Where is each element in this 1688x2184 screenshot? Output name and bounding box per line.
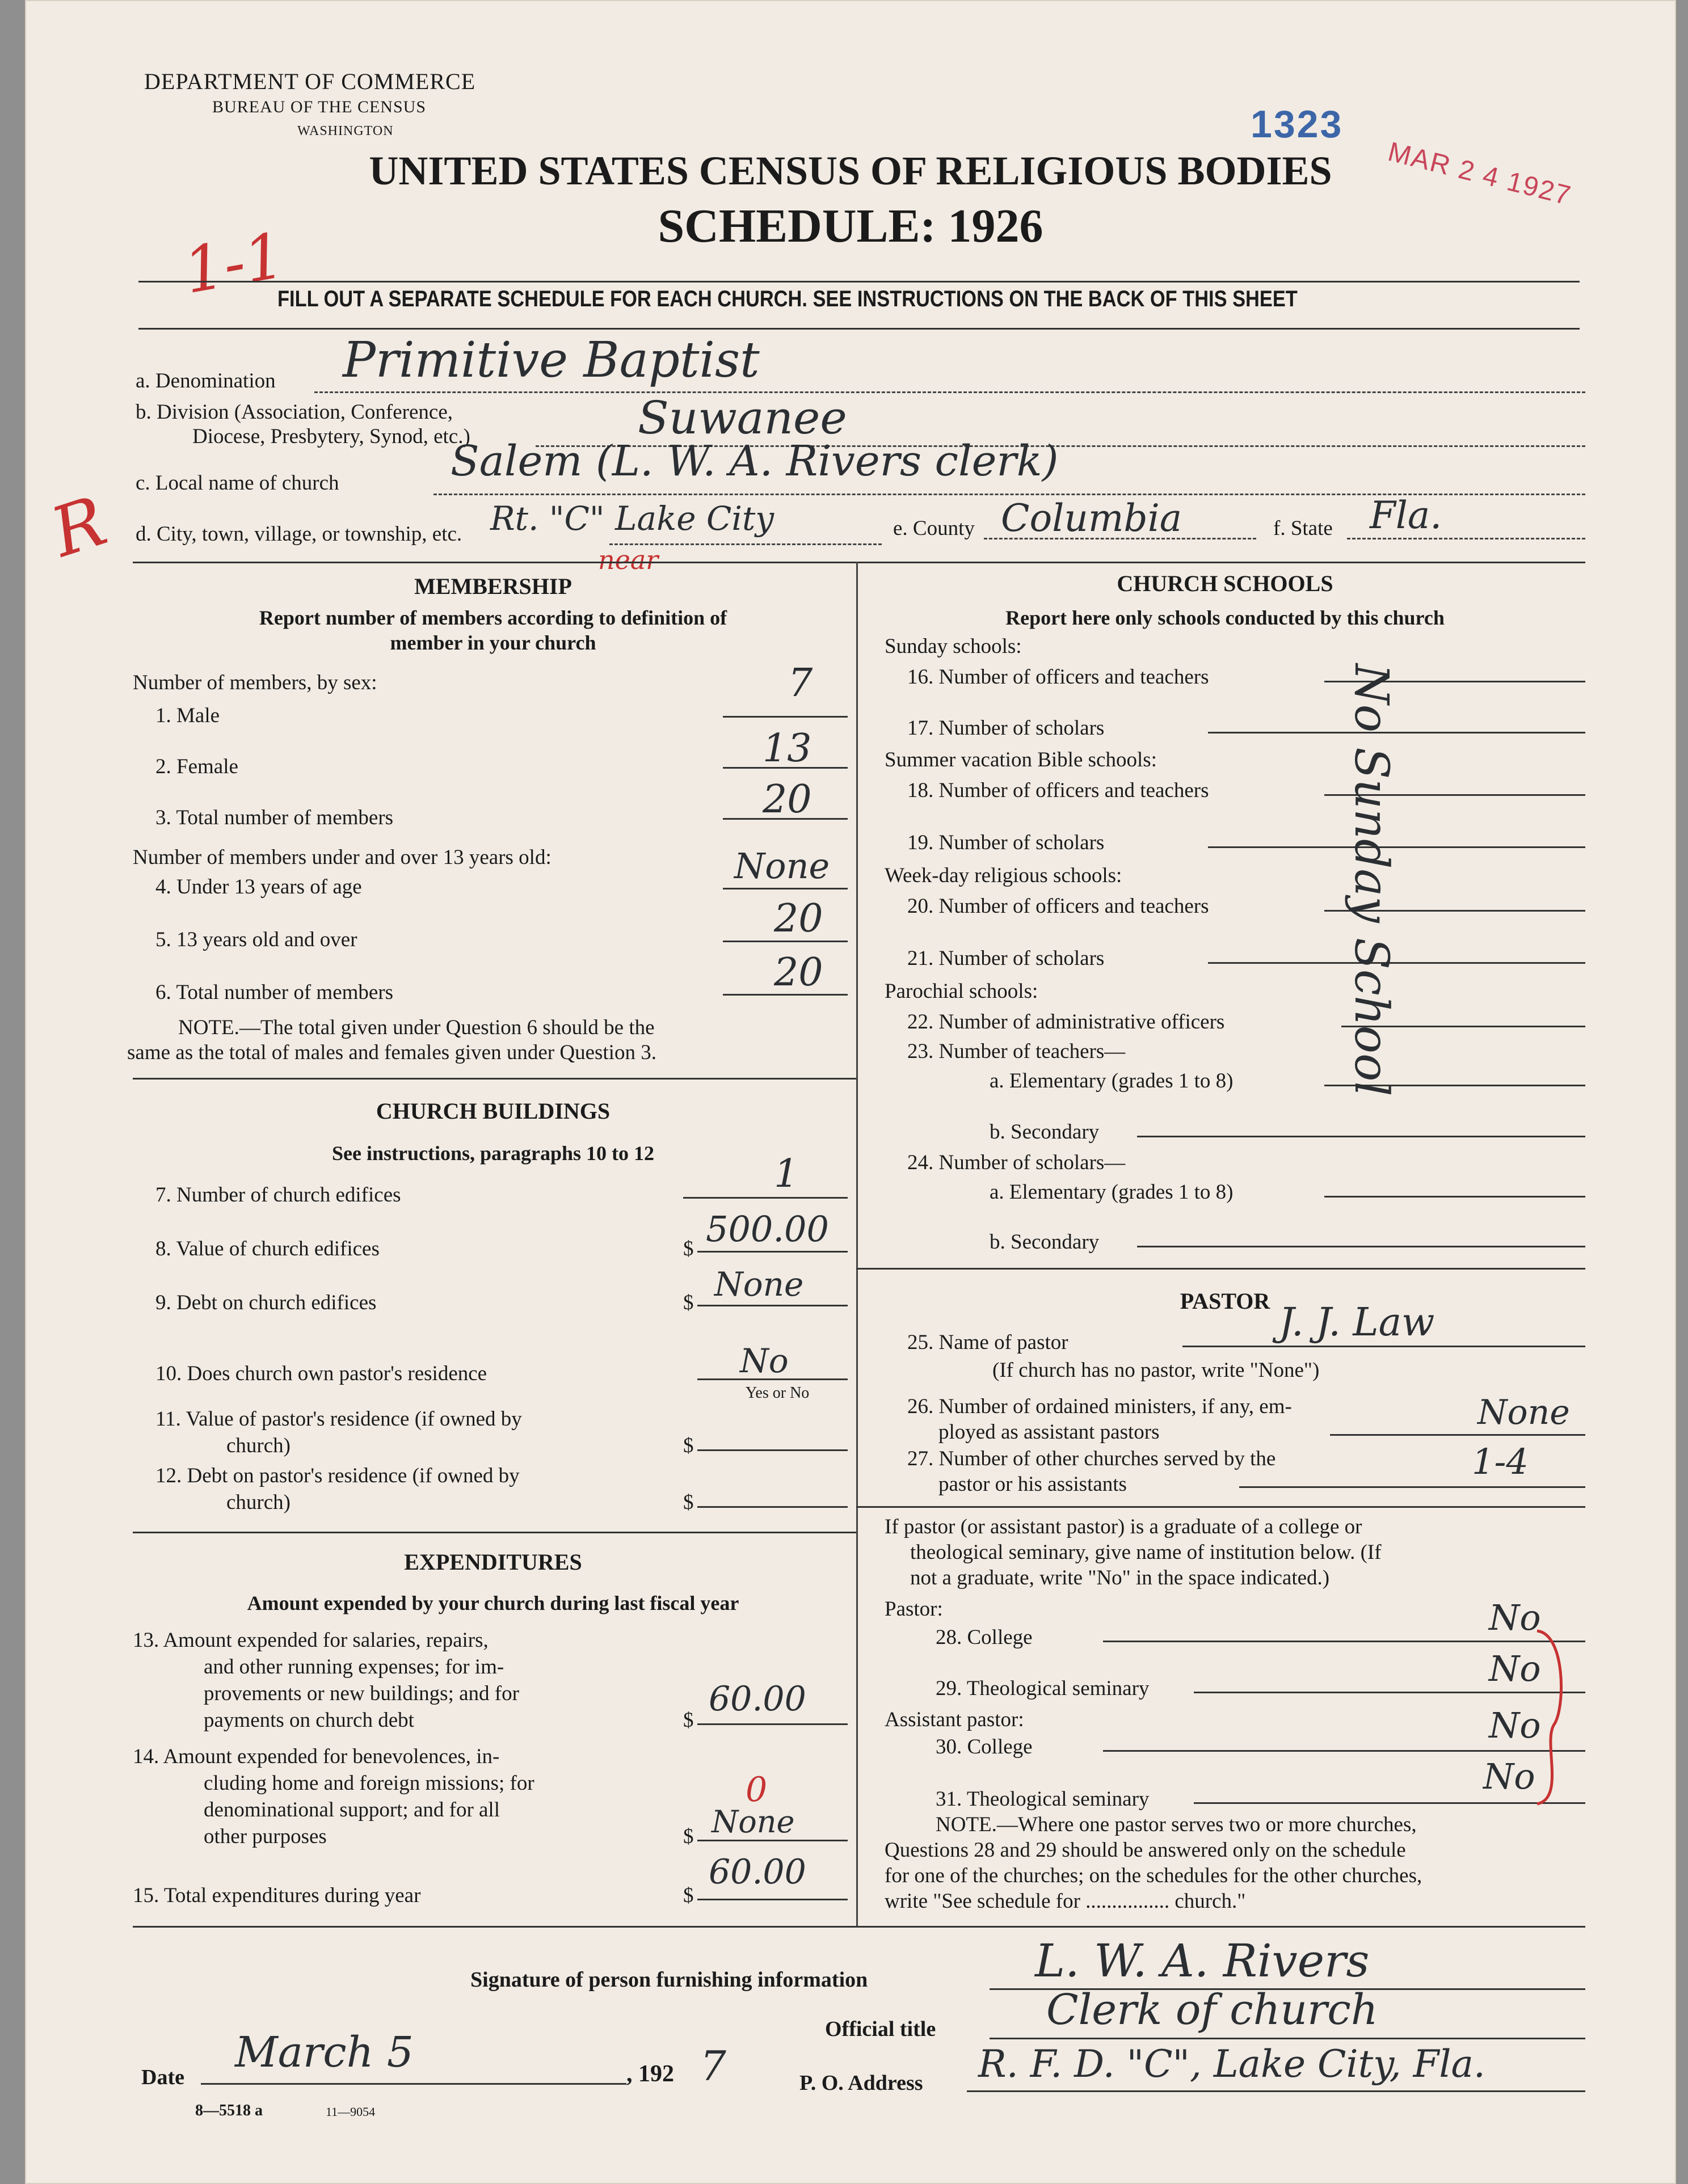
q27-label: 27. Number of other churches served by the [907, 1447, 1276, 1470]
q5-label: 5. 13 years old and over [155, 928, 357, 951]
official-title-label: Official title [825, 2017, 936, 2041]
denomination-value[interactable]: Primitive Baptist [343, 332, 760, 389]
document-title: UNITED STATES CENSUS OF RELIGIOUS BODIES [369, 148, 1332, 193]
q28-college-value[interactable]: No [1489, 1597, 1541, 1638]
q11-label-cont: church) [226, 1434, 291, 1457]
graduate-instruction: If pastor (or assistant pastor) is a graduate of a college or [885, 1515, 1362, 1538]
q21-label: 21. Number of scholars [907, 947, 1105, 970]
q10-residence-value[interactable]: No [740, 1342, 789, 1380]
members-by-sex-heading: Number of members, by sex: [133, 671, 377, 694]
q27-label-cont: pastor or his assistants [938, 1473, 1127, 1496]
city-near-note: near [598, 545, 659, 575]
pastor-heading: Pastor: [885, 1597, 943, 1621]
sunday-schools-heading: Sunday schools: [885, 635, 1022, 658]
membership-note-cont: same as the total of males and females given under Question 3. [127, 1041, 656, 1064]
membership-note: NOTE.—The total given under Question 6 should be the [178, 1016, 655, 1039]
q6-total-value[interactable]: 20 [774, 950, 823, 995]
pastor-note-2: Questions 28 and 29 should be answered only on the schedule [885, 1839, 1406, 1862]
division-value[interactable]: Suwanee [638, 391, 847, 444]
q15-total-value[interactable]: 60.00 [709, 1852, 806, 1892]
department-label: DEPARTMENT OF COMMERCE [144, 69, 476, 94]
membership-intro: Report number of members according to definition of [259, 606, 727, 629]
pastor-title: PASTOR [1180, 1288, 1270, 1314]
q13-label: 13. Amount expended for salaries, repairs, [133, 1629, 489, 1652]
graduate-instruction-2: theological seminary, give name of institution below. (If [910, 1541, 1382, 1564]
q5-over13-value[interactable]: 20 [774, 896, 823, 941]
local-name-value[interactable]: Salem (L. W. A. Rivers clerk) [451, 437, 1059, 486]
q12-label: 12. Debt on pastor's residence (if owned by [155, 1464, 520, 1487]
q15-dollar: $ [683, 1884, 694, 1907]
state-label: f. State [1273, 517, 1333, 540]
q26-assistants-value[interactable]: None [1477, 1393, 1570, 1432]
q25-label: 25. Name of pastor [907, 1331, 1068, 1354]
local-name-label: c. Local name of church [136, 471, 339, 495]
age-heading: Number of members under and over 13 years old: [133, 846, 552, 869]
buildings-title: CHURCH BUILDINGS [376, 1098, 611, 1124]
q25-pastor-name[interactable]: J. J. Law [1279, 1300, 1435, 1345]
q15-label: 15. Total expenditures during year [133, 1884, 421, 1907]
parochial-schools-heading: Parochial schools: [885, 980, 1038, 1003]
q13-label-3: provements or new buildings; and for [204, 1682, 519, 1705]
q14-dollar: $ [683, 1825, 694, 1848]
instruction-banner: FILL OUT A SEPARATE SCHEDULE FOR EACH CHURCH. SEE INSTRUCTIONS ON THE BACK OF THIS SHEET [277, 286, 1298, 311]
schedule-year: SCHEDULE: 1926 [658, 200, 1043, 252]
q8-dollar: $ [683, 1237, 694, 1260]
year-prefix: , 192 [626, 2061, 674, 2087]
q24b-label: b. Secondary [990, 1230, 1100, 1254]
q31-label: 31. Theological seminary [936, 1787, 1150, 1811]
q23-label: 23. Number of teachers— [907, 1040, 1126, 1063]
q26-label-cont: ployed as assistant pastors [938, 1420, 1160, 1444]
division-label: b. Division (Association, Conference, [136, 400, 453, 424]
q2-label: 2. Female [155, 755, 238, 778]
summer-schools-heading: Summer vacation Bible schools: [885, 748, 1157, 771]
q29-label: 29. Theological seminary [936, 1677, 1150, 1700]
file-mark: 1-1 [178, 218, 290, 308]
bureau-label: BUREAU OF THE CENSUS [212, 98, 426, 116]
q3-label: 3. Total number of members [155, 806, 394, 829]
q11-label: 11. Value of pastor's residence (if owned by [155, 1407, 522, 1431]
city-label: WASHINGTON [297, 124, 394, 138]
membership-title: MEMBERSHIP [414, 574, 572, 599]
graduate-instruction-3: not a graduate, write "No" in the space indicated.) [910, 1566, 1330, 1589]
yes-no-hint: Yes or No [746, 1384, 810, 1402]
pastor-note-4: write "See schedule for ................ church." [885, 1890, 1246, 1913]
official-title-value[interactable]: Clerk of church [1046, 1985, 1378, 2034]
census-schedule-sheet [25, 0, 1676, 2184]
no-sunday-school-note: No Sunday School [1344, 664, 1398, 1097]
q4-under13-value[interactable]: None [734, 845, 830, 887]
q24-label: 24. Number of scholars— [907, 1151, 1126, 1174]
form-number: 8—5518 a [195, 2102, 263, 2119]
county-label: e. County [893, 517, 975, 540]
margin-mark: R [42, 482, 116, 573]
q20-label: 20. Number of officers and teachers [907, 895, 1209, 918]
q23b-label: b. Secondary [990, 1120, 1100, 1144]
q14-label: 14. Amount expended for benevolences, in- [133, 1745, 500, 1768]
q6-label: 6. Total number of members [155, 981, 394, 1004]
q14-value[interactable]: None [712, 1804, 795, 1840]
q10-label: 10. Does church own pastor's residence [155, 1362, 487, 1385]
q9-debt-value[interactable]: None [714, 1265, 804, 1304]
q18-label: 18. Number of officers and teachers [907, 779, 1209, 802]
q22-label: 22. Number of administrative officers [907, 1010, 1225, 1034]
q30-label: 30. College [936, 1735, 1033, 1759]
q14-label-2: cluding home and foreign missions; for [204, 1772, 534, 1795]
q9-dollar: $ [683, 1291, 694, 1314]
year-value[interactable]: 7 [700, 2042, 726, 2090]
print-number: 11—9054 [326, 2105, 376, 2119]
q31-seminary-value[interactable]: No [1483, 1756, 1535, 1797]
division-label-cont: Diocese, Presbytery, Synod, etc.) [192, 425, 470, 448]
county-value[interactable]: Columbia [1001, 496, 1182, 540]
q26-label: 26. Number of ordained ministers, if any, em- [907, 1395, 1292, 1418]
q12-label-cont: church) [226, 1491, 291, 1514]
q11-dollar: $ [683, 1434, 694, 1457]
po-address-value[interactable]: R. F. D. "C", Lake City, Fla. [978, 2042, 1485, 2086]
q14-red-mark: 0 [746, 1770, 768, 1810]
q17-label: 17. Number of scholars [907, 716, 1105, 740]
q12-dollar: $ [683, 1491, 694, 1514]
q29-seminary-value[interactable]: No [1489, 1648, 1541, 1689]
received-number-stamp: 1323 [1251, 103, 1344, 146]
q2-female-value[interactable]: 13 [763, 726, 812, 771]
q13-label-4: payments on church debt [204, 1709, 414, 1732]
q7-label: 7. Number of church edifices [155, 1183, 401, 1207]
q7-edifices-value[interactable]: 1 [774, 1152, 799, 1196]
q16-label: 16. Number of officers and teachers [907, 665, 1209, 689]
weekday-schools-heading: Week-day religious schools: [885, 864, 1122, 887]
signature-value[interactable]: L. W. A. Rivers [1035, 1934, 1370, 1987]
q13-label-2: and other running expenses; for im- [204, 1655, 504, 1679]
q8-label: 8. Value of church edifices [155, 1237, 380, 1260]
pastor-note: NOTE.—Where one pastor serves two or more churches, [936, 1813, 1417, 1836]
q30-college-value[interactable]: No [1489, 1705, 1541, 1746]
q1-label: 1. Male [155, 704, 220, 727]
signature-label: Signature of person furnishing information [470, 1968, 868, 1992]
schools-title: CHURCH SCHOOLS [1117, 571, 1333, 596]
received-date-stamp: MAR 2 4 1927 [1384, 136, 1575, 212]
expenditures-title: EXPENDITURES [404, 1549, 582, 1575]
q19-label: 19. Number of scholars [907, 831, 1105, 854]
po-address-label: P. O. Address [799, 2071, 923, 2095]
city-town-label: d. City, town, village, or township, etc. [136, 522, 462, 546]
q13-value[interactable]: 60.00 [709, 1679, 806, 1719]
schools-subtitle: Report here only schools conducted by this church [1005, 606, 1445, 629]
denomination-label: a. Denomination [136, 369, 276, 393]
q9-label: 9. Debt on church edifices [155, 1291, 377, 1314]
assistant-pastor-heading: Assistant pastor: [885, 1708, 1024, 1731]
date-value[interactable]: March 5 [235, 2028, 414, 2077]
q14-label-4: other purposes [204, 1825, 327, 1848]
pastor-note-3: for one of the churches; on the schedules for the other churches, [885, 1864, 1422, 1887]
city-town-value[interactable]: Rt. "C" Lake City [490, 499, 774, 538]
q13-dollar: $ [683, 1709, 694, 1732]
membership-intro-cont: member in your church [390, 631, 596, 654]
q14-label-3: denominational support; and for all [204, 1798, 500, 1822]
q8-value-edifices[interactable]: 500.00 [706, 1208, 829, 1250]
expenditures-subtitle: Amount expended by your church during last fiscal year [247, 1592, 739, 1614]
state-value[interactable]: Fla. [1370, 494, 1442, 537]
review-bracket-mark [1531, 1628, 1577, 1810]
q4-label: 4. Under 13 years of age [155, 875, 362, 899]
buildings-subtitle: See instructions, paragraphs 10 to 12 [331, 1142, 655, 1165]
q3-total-value[interactable]: 20 [763, 777, 812, 822]
date-label: Date [141, 2065, 184, 2089]
q25-note: (If church has no pastor, write "None") [992, 1359, 1320, 1382]
q28-label: 28. College [936, 1626, 1033, 1649]
q27-other-churches-value[interactable]: 1-4 [1472, 1441, 1529, 1482]
q1-male-value[interactable]: 7 [788, 661, 813, 706]
q23a-label: a. Elementary (grades 1 to 8) [990, 1069, 1234, 1093]
q24a-label: a. Elementary (grades 1 to 8) [990, 1180, 1234, 1204]
